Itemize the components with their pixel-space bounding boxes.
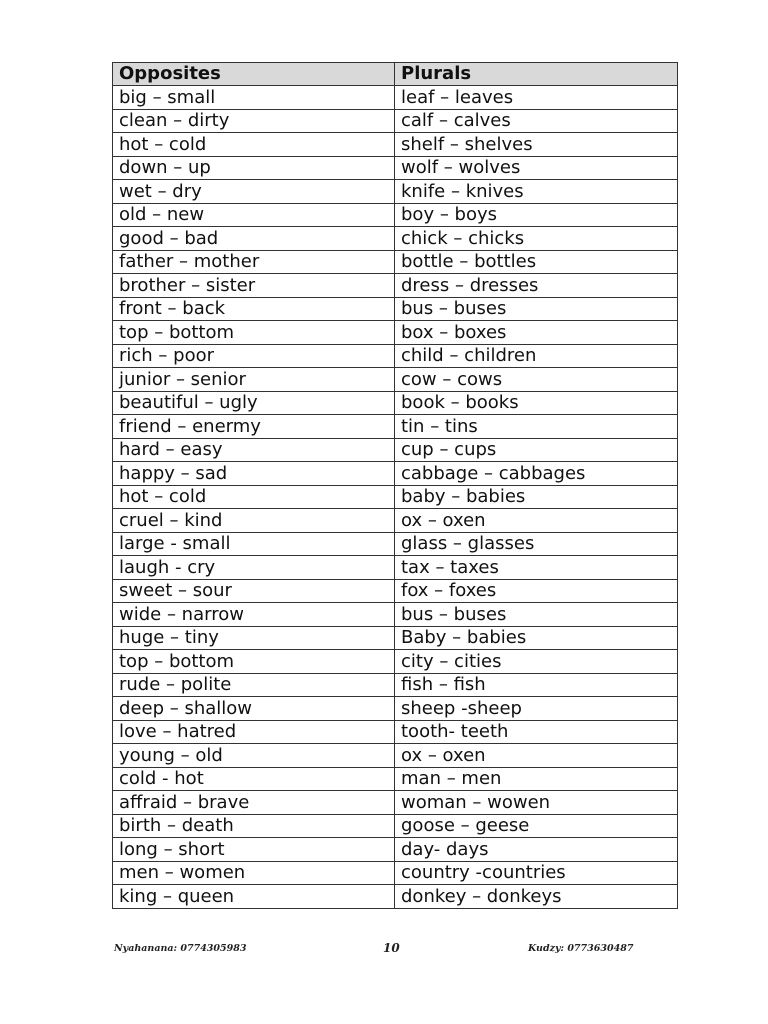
table-row <box>113 509 678 533</box>
table-row <box>113 767 678 791</box>
table-row <box>113 744 678 768</box>
opposite-pair-cell: old – new <box>113 203 395 227</box>
opposite-pair-cell: father – mother <box>113 250 395 274</box>
opposite-pair-cell: friend – enermy <box>113 415 395 439</box>
table-row <box>113 391 678 415</box>
table-row <box>113 861 678 885</box>
table-row <box>113 673 678 697</box>
plural-pair-cell: country -countries <box>395 861 678 885</box>
plural-pair-cell: woman – wowen <box>395 791 678 815</box>
opposite-pair-cell: huge – tiny <box>113 626 395 650</box>
table-row <box>113 156 678 180</box>
plural-pair-cell: boy – boys <box>395 203 678 227</box>
header-opposites: Opposites <box>113 63 395 86</box>
plural-pair-cell: box – boxes <box>395 321 678 345</box>
plural-pair-cell: glass – glasses <box>395 532 678 556</box>
plural-pair-cell: bus – buses <box>395 297 678 321</box>
plural-pair-cell: cabbage – cabbages <box>395 462 678 486</box>
table-row <box>113 180 678 204</box>
plural-pair-cell: cup – cups <box>395 438 678 462</box>
opposite-pair-cell: front – back <box>113 297 395 321</box>
table-row <box>113 321 678 345</box>
table-header-row <box>113 63 678 86</box>
table-row <box>113 885 678 909</box>
table-row <box>113 579 678 603</box>
opposite-pair-cell: young – old <box>113 744 395 768</box>
opposite-pair-cell: top – bottom <box>113 650 395 674</box>
table-row <box>113 109 678 133</box>
table-row <box>113 438 678 462</box>
plural-pair-cell: cow – cows <box>395 368 678 392</box>
plural-pair-cell: wolf – wolves <box>395 156 678 180</box>
opposite-pair-cell: big – small <box>113 86 395 110</box>
opposite-pair-cell: hard – easy <box>113 438 395 462</box>
opposite-pair-cell: beautiful – ugly <box>113 391 395 415</box>
opposite-pair-cell: long – short <box>113 838 395 862</box>
opposite-pair-cell: hot – cold <box>113 133 395 157</box>
table-row <box>113 650 678 674</box>
opposite-pair-cell: sweet – sour <box>113 579 395 603</box>
plural-pair-cell: tax – taxes <box>395 556 678 580</box>
page-number: 10 <box>383 941 400 955</box>
opposite-pair-cell: cruel – kind <box>113 509 395 533</box>
opposite-pair-cell: rich – poor <box>113 344 395 368</box>
plural-pair-cell: ox – oxen <box>395 509 678 533</box>
table-row <box>113 133 678 157</box>
table-row <box>113 344 678 368</box>
table-body <box>113 86 678 909</box>
plural-pair-cell: ox – oxen <box>395 744 678 768</box>
plural-pair-cell: shelf – shelves <box>395 133 678 157</box>
opposite-pair-cell: happy – sad <box>113 462 395 486</box>
table-row <box>113 838 678 862</box>
header-plurals: Plurals <box>395 63 678 86</box>
opposite-pair-cell: wide – narrow <box>113 603 395 627</box>
plural-pair-cell: day- days <box>395 838 678 862</box>
opposite-pair-cell: junior – senior <box>113 368 395 392</box>
vocabulary-table <box>112 62 678 909</box>
plural-pair-cell: baby – babies <box>395 485 678 509</box>
table-row <box>113 626 678 650</box>
plural-pair-cell: goose – geese <box>395 814 678 838</box>
opposite-pair-cell: top – bottom <box>113 321 395 345</box>
table-row <box>113 227 678 251</box>
plural-pair-cell: dress – dresses <box>395 274 678 298</box>
opposite-pair-cell: affraid – brave <box>113 791 395 815</box>
footer-contact-left: Nyahanana: 0774305983 <box>114 943 247 954</box>
opposite-pair-cell: clean – dirty <box>113 109 395 133</box>
plural-pair-cell: knife – knives <box>395 180 678 204</box>
opposite-pair-cell: brother – sister <box>113 274 395 298</box>
plural-pair-cell: fish – fish <box>395 673 678 697</box>
table-row <box>113 603 678 627</box>
plural-pair-cell: book – books <box>395 391 678 415</box>
opposite-pair-cell: hot – cold <box>113 485 395 509</box>
opposite-pair-cell: king – queen <box>113 885 395 909</box>
opposite-pair-cell: birth – death <box>113 814 395 838</box>
opposite-pair-cell: good – bad <box>113 227 395 251</box>
table-row <box>113 791 678 815</box>
opposite-pair-cell: down – up <box>113 156 395 180</box>
opposite-pair-cell: rude – polite <box>113 673 395 697</box>
opposite-pair-cell: wet – dry <box>113 180 395 204</box>
table-row <box>113 86 678 110</box>
table-row <box>113 203 678 227</box>
plural-pair-cell: Baby – babies <box>395 626 678 650</box>
table-row <box>113 368 678 392</box>
plural-pair-cell: city – cities <box>395 650 678 674</box>
footer-contact-right: Kudzy: 0773630487 <box>528 943 634 954</box>
table-row <box>113 485 678 509</box>
plural-pair-cell: calf – calves <box>395 109 678 133</box>
table-row <box>113 274 678 298</box>
opposite-pair-cell: large - small <box>113 532 395 556</box>
table-row <box>113 297 678 321</box>
plural-pair-cell: chick – chicks <box>395 227 678 251</box>
opposite-pair-cell: laugh - cry <box>113 556 395 580</box>
plural-pair-cell: leaf – leaves <box>395 86 678 110</box>
plural-pair-cell: fox – foxes <box>395 579 678 603</box>
table-row <box>113 697 678 721</box>
plural-pair-cell: bus – buses <box>395 603 678 627</box>
plural-pair-cell: tin – tins <box>395 415 678 439</box>
table-row <box>113 814 678 838</box>
opposite-pair-cell: men – women <box>113 861 395 885</box>
opposite-pair-cell: cold - hot <box>113 767 395 791</box>
plural-pair-cell: donkey – donkeys <box>395 885 678 909</box>
opposite-pair-cell: love – hatred <box>113 720 395 744</box>
plural-pair-cell: child – children <box>395 344 678 368</box>
table-row <box>113 415 678 439</box>
table-row <box>113 720 678 744</box>
opposite-pair-cell: deep – shallow <box>113 697 395 721</box>
plural-pair-cell: bottle – bottles <box>395 250 678 274</box>
table-row <box>113 532 678 556</box>
table-row <box>113 462 678 486</box>
plural-pair-cell: sheep -sheep <box>395 697 678 721</box>
plural-pair-cell: man – men <box>395 767 678 791</box>
table-row <box>113 250 678 274</box>
plural-pair-cell: tooth- teeth <box>395 720 678 744</box>
table-row <box>113 556 678 580</box>
